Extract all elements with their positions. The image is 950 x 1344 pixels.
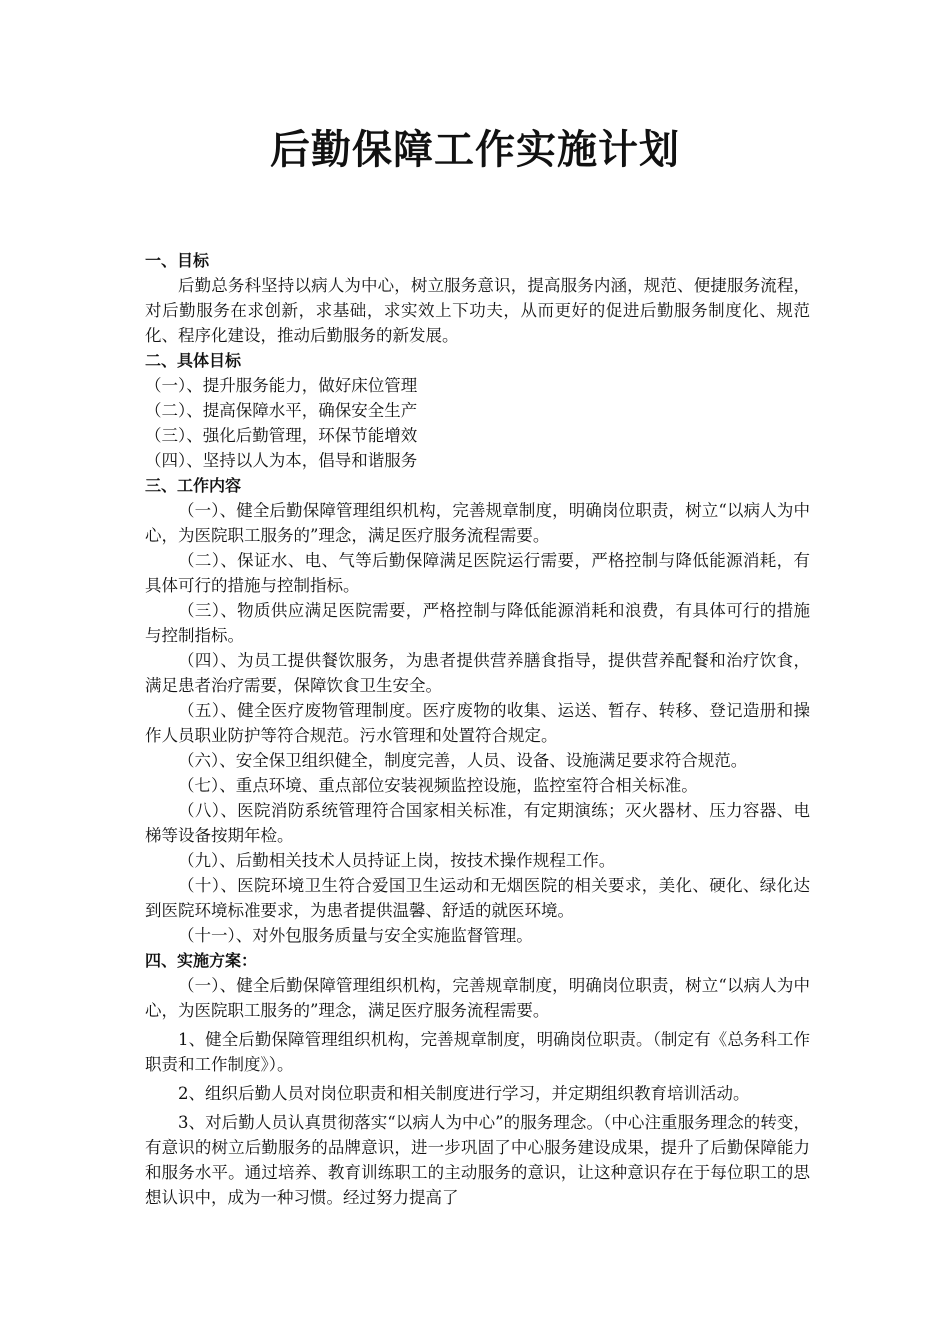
paragraph: （六）、安全保卫组织健全，制度完善，人员、设备、设施满足要求符合规范。 [178, 751, 748, 770]
paragraph: （七）、重点环境、重点部位安装视频监控设施，监控室符合相关标准。 [178, 776, 698, 795]
list-item: （四）、坚持以人为本，倡导和谐服务 [145, 451, 418, 470]
document-body [145, 248, 810, 1210]
paragraph: （八）、医院消防系统管理符合国家相关标准，有定期演练；灭火器材、压力容器、电梯等设备按期年检。 [145, 801, 810, 845]
paragraph: （十一）、对外包服务质量与安全实施监督管理。 [178, 926, 533, 945]
section-heading: 四、实施方案： [145, 951, 258, 970]
section-heading: 二、具体目标 [145, 351, 242, 370]
list-item: （一）、提升服务能力，做好床位管理 [145, 376, 418, 395]
paragraph: 后勤总务科坚持以病人为中心，树立服务意识，提高服务内涵，规范、便捷服务流程，对后勤服务在求创新，求基础，求实效上下功夫，从而更好的促进后勤服务制度化、规范化、程序化建设，推动后勤服务的新发展。 [145, 276, 810, 345]
paragraph: （五）、健全医疗废物管理制度。医疗废物的收集、运送、暂存、转移、登记造册和操作人员职业防护等符合规范。污水管理和处置符合规定。 [145, 701, 810, 745]
paragraph: （一）、健全后勤保障管理组织机构，完善规章制度，明确岗位职责，树立“以病人为中心，为医院职工服务的”理念，满足医疗服务流程需要。 [145, 976, 810, 1020]
paragraph: （一）、健全后勤保障管理组织机构，完善规章制度，明确岗位职责，树立“以病人为中心，为医院职工服务的”理念，满足医疗服务流程需要。 [145, 501, 810, 545]
section-heading: 一、目标 [145, 251, 210, 270]
list-item: （三）、强化后勤管理，环保节能增效 [145, 426, 418, 445]
paragraph: 1、健全后勤保障管理组织机构，完善规章制度，明确岗位职责。（制定有《总务科工作职责和工作制度》）。 [145, 1030, 810, 1074]
paragraph: （二）、保证水、电、气等后勤保障满足医院运行需要，严格控制与降低能源消耗，有具体可行的措施与控制指标。 [145, 551, 810, 595]
paragraph: （九）、后勤相关技术人员持证上岗，按技术操作规程工作。 [178, 851, 616, 870]
list-item: （二）、提高保障水平，确保安全生产 [145, 401, 418, 420]
paragraph: （十）、医院环境卫生符合爱国卫生运动和无烟医院的相关要求，美化、硬化、绿化达到医院环境标准要求，为患者提供温馨、舒适的就医环境。 [145, 876, 810, 920]
document-title: 后勤保障工作实施计划 [270, 126, 680, 173]
paragraph: 2、组织后勤人员对岗位职责和相关制度进行学习，并定期组织教育培训活动。 [178, 1084, 750, 1103]
section-heading: 三、工作内容 [145, 476, 242, 495]
paragraph: （四）、为员工提供餐饮服务，为患者提供营养膳食指导，提供营养配餐和治疗饮食，满足患者治疗需要，保障饮食卫生安全。 [145, 651, 810, 695]
paragraph: 3、对后勤人员认真贯彻落实“以病人为中心”的服务理念。（中心注重服务理念的转变，有意识的树立后勤服务的品牌意识，进一步巩固了中心服务建设成果，提升了后勤保障能力和服务水平。通过培养、教育训练职工的主动服务的意识，让这种意识存在于每位职工的思想认识中，成为一种习惯。经过努力提高了 [145, 1113, 810, 1207]
paragraph: （三）、物质供应满足医院需要，严格控制与降低能源消耗和浪费，有具体可行的措施与控制指标。 [145, 601, 810, 645]
